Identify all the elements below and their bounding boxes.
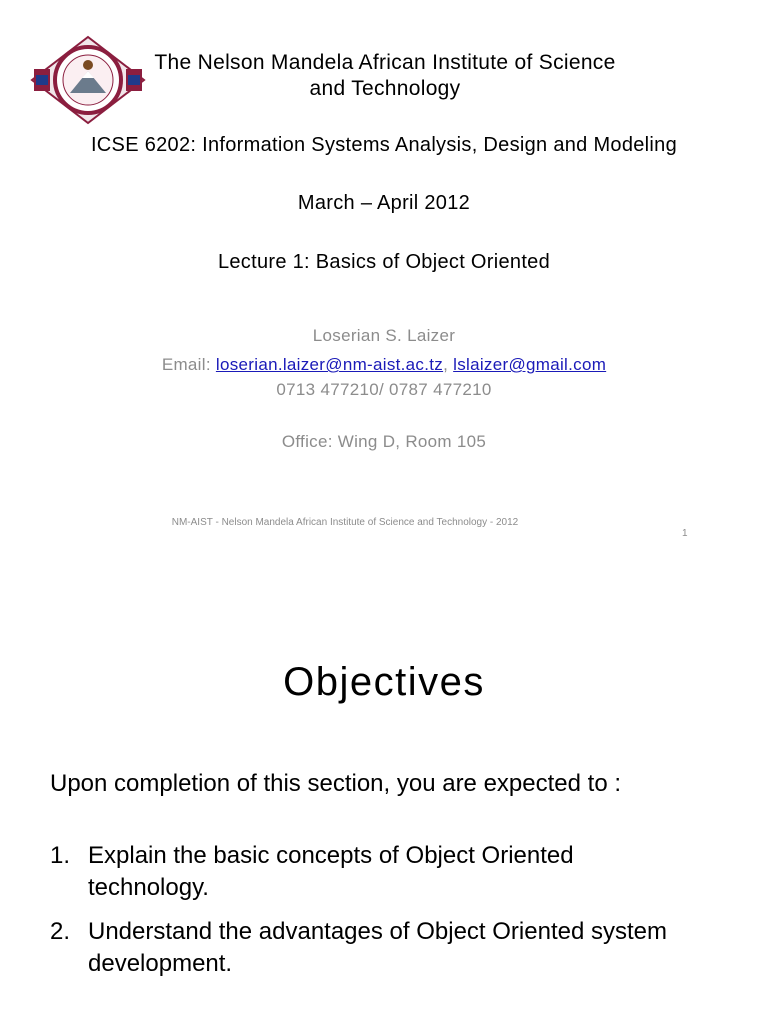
institute-logo: [30, 35, 146, 125]
author-name: Loserian S. Laizer: [312, 326, 456, 345]
slide-footer: NM-AIST - Nelson Mandela African Institute of Science and Technology - 2012: [171, 517, 519, 528]
list-item: [50, 916, 688, 980]
page-number: 1: [682, 528, 688, 539]
email-line: [0, 355, 768, 375]
list-item-number: 1.: [50, 842, 71, 869]
institution-name: The Nelson Mandela African Institute of Science and Technology: [154, 51, 616, 100]
email-link-work[interactable]: loserian.laizer@nm-aist.ac.tz: [215, 355, 444, 374]
email-link-personal[interactable]: lslaizer@gmail.com: [453, 355, 607, 374]
slide-2: [0, 620, 768, 1024]
office-location: Office: Wing D, Room 105: [281, 432, 487, 451]
list-item-number: 2.: [50, 918, 71, 945]
course-date: March – April 2012: [297, 192, 471, 214]
list-item: [50, 840, 688, 904]
list-item-text: Understand the advantages of Object Oriented system development.: [88, 918, 667, 977]
objectives-title: Objectives: [283, 660, 485, 704]
phone-numbers: 0713 477210/ 0787 477210: [276, 380, 492, 399]
objectives-list: [50, 840, 688, 992]
course-title: ICSE 6202: Information Systems Analysis, Design and Modeling: [90, 134, 678, 156]
email-label: Email:: [161, 355, 216, 374]
objectives-intro: Upon completion of this section, you are expected to :: [50, 770, 621, 797]
lecture-title: Lecture 1: Basics of Object Oriented: [217, 251, 551, 273]
email-separator: ,: [443, 355, 454, 374]
list-item-text: Explain the basic concepts of Object Oriented technology.: [88, 842, 574, 901]
